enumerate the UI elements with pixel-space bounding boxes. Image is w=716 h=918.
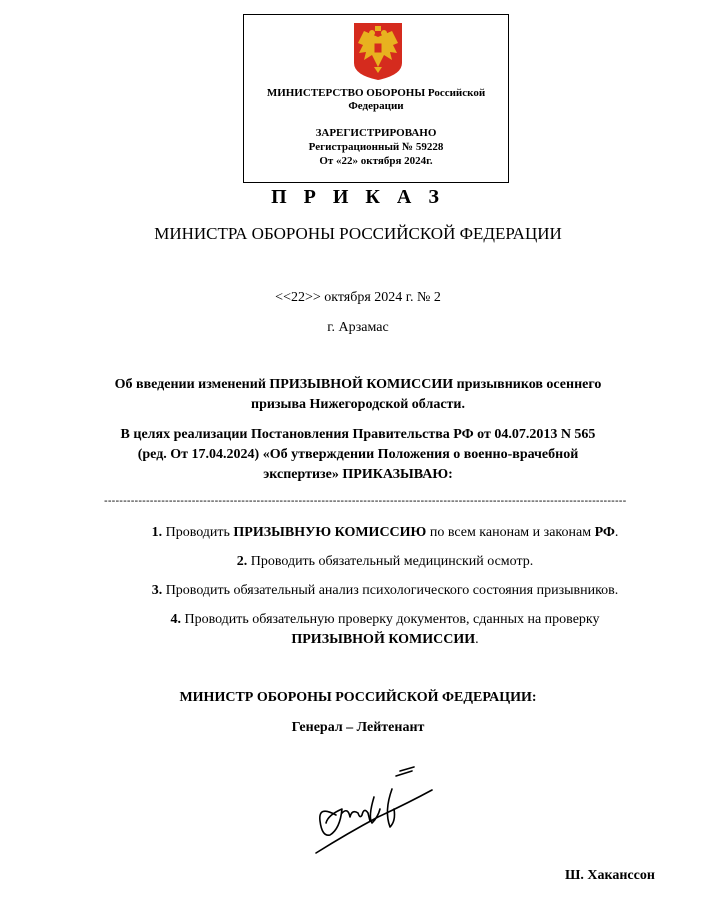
document-subtitle: МИНИСТРА ОБОРОНЫ РОССИЙСКОЙ ФЕДЕРАЦИИ (154, 224, 562, 243)
subject-line-1: Об введении изменений ПРИЗЫВНОЙ КОМИССИИ призывников осеннего (114, 377, 602, 392)
minister-title: МИНИСТР ОБОРОНЫ РОССИЙСКОЙ ФЕДЕРАЦИИ: (179, 690, 537, 705)
preamble-line-3: экспертизе» ПРИКАЗЫВАЮ: (263, 467, 453, 482)
handwritten-signature (308, 763, 438, 858)
order-item-4 (0, 610, 716, 650)
item-3-number: 3. (151, 583, 163, 598)
order-city: г. Арзамас (327, 320, 389, 335)
item-1-text: Проводить (162, 525, 234, 540)
item-4-bold: ПРИЗЫВНОЙ КОМИССИИ (291, 632, 476, 647)
order-item-2 (0, 552, 716, 572)
item-2-text: Проводить обязательный медицинский осмотр. (247, 554, 534, 569)
item-1-bold-2: РФ (594, 525, 615, 540)
ministry-line-1: МИНИСТЕРСТВО ОБОРОНЫ Российской (266, 87, 486, 99)
item-1-bold: ПРИЗЫВНУЮ КОМИССИЮ (233, 525, 427, 540)
russian-coat-of-arms-icon (352, 21, 404, 81)
registration-date: От «22» октября 2024г. (319, 155, 433, 167)
registration-number: Регистрационный № 59228 (308, 141, 444, 153)
subject-line-2: призыва Нижегородской области. (251, 397, 465, 412)
ministry-line-2: Федерации (348, 100, 404, 112)
preamble-line-2: (ред. От 17.04.2024) «Об утверждении Положения о военно-врачебной (137, 447, 579, 462)
registration-stamp (243, 14, 509, 183)
separator-line: ----------------------------------------------------------------------------------------------------------------------------------------- (104, 495, 627, 507)
order-item-1 (0, 523, 716, 543)
signer-name: Ш. Хаканссон (565, 868, 655, 883)
item-1-text-2: по всем канонам и законам (426, 525, 595, 540)
item-4-text: Проводить обязательную проверку документов, сданных на проверку (180, 612, 600, 627)
item-4-end: . (475, 632, 479, 647)
document-title: П Р И К А З (271, 186, 445, 208)
order-date-number: <<22>> октября 2024 г. № 2 (275, 290, 441, 305)
minister-rank: Генерал – Лейтенант (291, 720, 425, 735)
item-1-end: . (614, 525, 619, 540)
preamble-line-1: В целях реализации Постановления Правительства РФ от 04.07.2013 N 565 (120, 427, 596, 442)
item-4-number: 4. (170, 612, 181, 627)
item-2-number: 2. (236, 554, 248, 569)
item-1-number: 1. (151, 525, 163, 540)
order-item-3 (0, 581, 716, 601)
item-3-text: Проводить обязательный анализ психологического состояния призывников. (162, 583, 619, 598)
registered-status: ЗАРЕГИСТРИРОВАНО (315, 127, 437, 139)
